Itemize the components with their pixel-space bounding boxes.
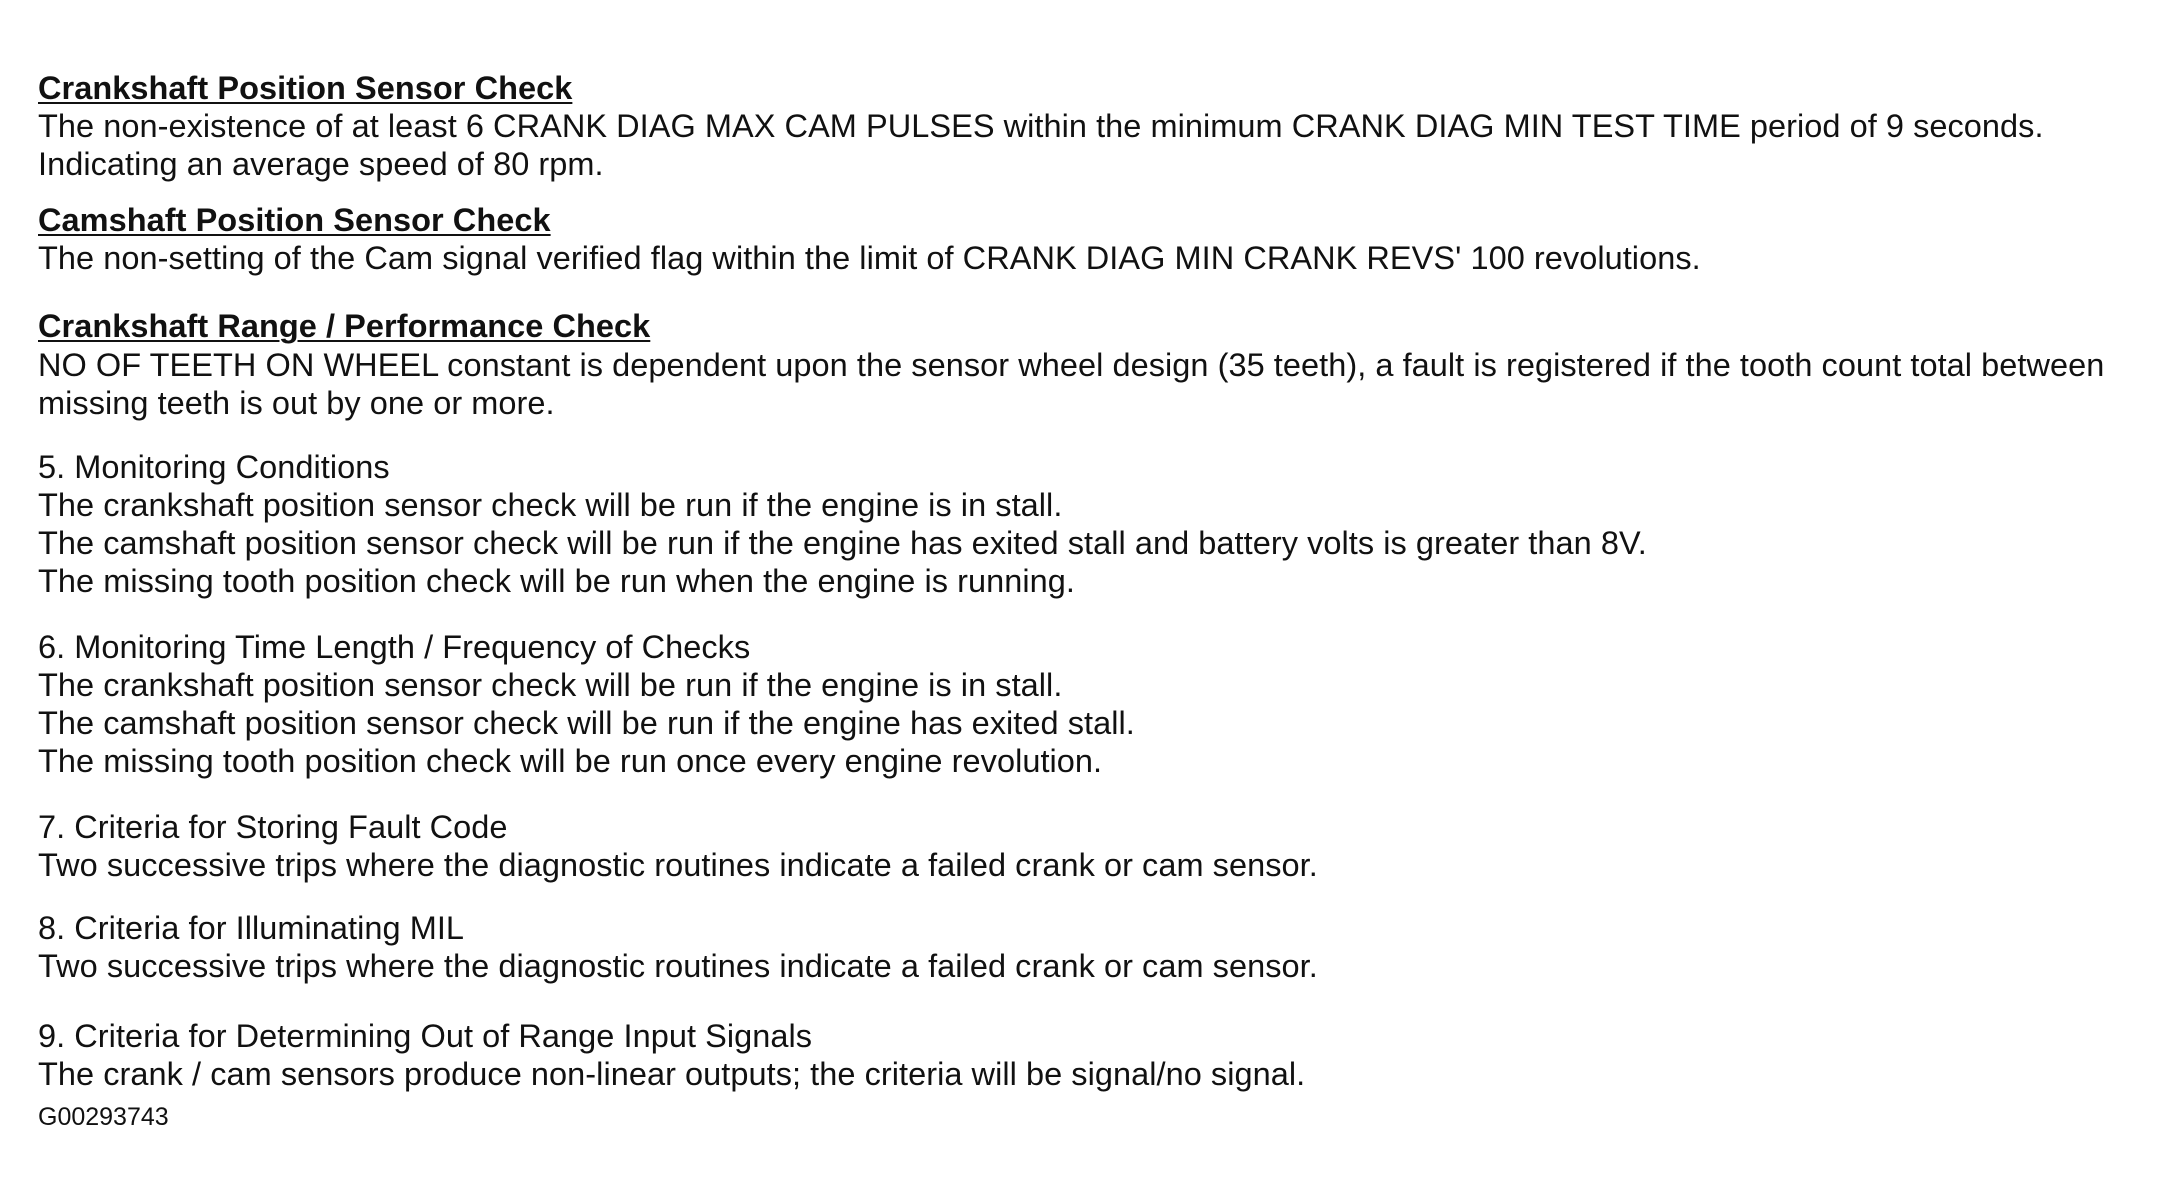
- section-title-out-of-range: 9. Criteria for Determining Out of Range Input Signals: [38, 1018, 813, 1054]
- paragraph-line: NO OF TEETH ON WHEEL constant is dependent upon the sensor wheel design (35 teeth), a fault is registered if the tooth count total between: [38, 347, 2105, 383]
- section-heading-crankshaft-range: Crankshaft Range / Performance Check: [38, 308, 651, 344]
- section-title-monitoring-conditions: 5. Monitoring Conditions: [38, 449, 390, 485]
- paragraph-line: The crankshaft position sensor check will be run if the engine is in stall.: [38, 667, 1063, 703]
- paragraph-line: The missing tooth position check will be run once every engine revolution.: [38, 743, 1103, 779]
- section-heading-camshaft-position: Camshaft Position Sensor Check: [38, 202, 551, 238]
- paragraph-line: The non-setting of the Cam signal verified flag within the limit of CRANK DIAG MIN CRANK REVS' 100 revolutions.: [38, 240, 1701, 276]
- paragraph-line: The camshaft position sensor check will be run if the engine has exited stall and battery volts is greater than 8V.: [38, 525, 1647, 561]
- paragraph-line: Indicating an average speed of 80 rpm.: [38, 146, 604, 182]
- section-title-illuminating-mil: 8. Criteria for Illuminating MIL: [38, 910, 465, 946]
- document-id: G00293743: [38, 1103, 169, 1131]
- paragraph-line: Two successive trips where the diagnostic routines indicate a failed crank or cam sensor.: [38, 847, 1318, 883]
- paragraph-line: missing teeth is out by one or more.: [38, 385, 555, 421]
- paragraph-line: The crankshaft position sensor check will be run if the engine is in stall.: [38, 487, 1063, 523]
- section-heading-crankshaft-position: Crankshaft Position Sensor Check: [38, 70, 573, 106]
- section-title-storing-fault-code: 7. Criteria for Storing Fault Code: [38, 809, 508, 845]
- paragraph-line: The camshaft position sensor check will be run if the engine has exited stall.: [38, 705, 1135, 741]
- paragraph-line: The non-existence of at least 6 CRANK DIAG MAX CAM PULSES within the minimum CRANK DIAG MIN TEST TIME period of 9 seconds.: [38, 108, 2044, 144]
- section-title-monitoring-time: 6. Monitoring Time Length / Frequency of Checks: [38, 629, 751, 665]
- paragraph-line: The crank / cam sensors produce non-linear outputs; the criteria will be signal/no signal.: [38, 1056, 1306, 1092]
- paragraph-line: Two successive trips where the diagnostic routines indicate a failed crank or cam sensor.: [38, 948, 1318, 984]
- paragraph-line: The missing tooth position check will be run when the engine is running.: [38, 563, 1075, 599]
